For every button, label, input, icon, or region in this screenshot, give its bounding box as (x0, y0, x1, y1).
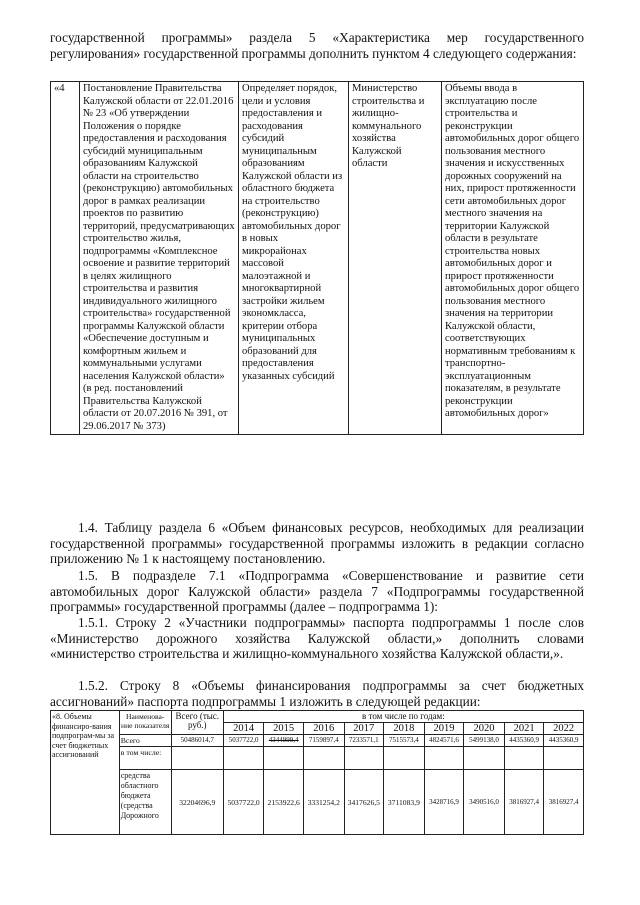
source-value: 3417626,5 (344, 770, 384, 835)
measures-table (50, 81, 584, 435)
paragraph-1-5-1: 1.5.1. Строку 2 «Участники подпрограммы» паспорта подпрограммы 1 после слов «Министерство дорожного хозяйства Калужской области,» дополнить словами «министерство строительства и жилищно-коммунального хозяйства Калужской области,». (50, 615, 584, 662)
table-row (51, 711, 584, 723)
year-header: 2017 (344, 723, 384, 735)
empty-cell (171, 747, 223, 770)
total-value: 4435360,9 (504, 735, 544, 747)
source-value: 3816927,4 (544, 770, 584, 835)
source-value: 3816927,4 (504, 770, 544, 835)
year-header: 2018 (384, 723, 425, 735)
total-value: 4344999,4 (264, 735, 304, 747)
source-value: 3331254,2 (303, 770, 344, 835)
purpose-cell: Определяет порядок, цели и условия предоставления и расходования субсидий муниципальным образованиям Калужской области из областного бюджета на строительство (реконструкцию) автомобильных дорог в новых микрорайонах массовой малоэтажной и многоквартирной застройки жильем экономкласса, критерии отбора муниципальных образований для предоставления указанных субсидий (239, 82, 349, 435)
empty-cell (464, 747, 505, 770)
source-row (51, 770, 584, 835)
year-header: 2021 (504, 723, 544, 735)
executor-cell: Министерство строительства и жилищно-коммунального хозяйства Калужской области (349, 82, 442, 435)
total-value: 4435360,9 (544, 735, 584, 747)
paragraph-1-5: 1.5. В подразделе 7.1 «Подпрограмма «Совершенствование и развитие сети автомобильных дорог Калужской области» раздела 7 «Подпрограммы государственной программы» государственной программы (далее – подпрограмма 1): (50, 568, 584, 615)
indicator-name-header: Наименова-ние показателя (119, 711, 171, 735)
including-label: в том числе: (119, 747, 171, 770)
table-row (51, 82, 584, 435)
total-value: 7233571,1 (344, 735, 384, 747)
year-header: 2015 (264, 723, 304, 735)
total-sum: 50486014,7 (171, 735, 223, 747)
empty-cell (264, 747, 304, 770)
total-value: 7515573,4 (384, 735, 425, 747)
source-value: 3428716,9 (424, 770, 464, 835)
total-row (51, 735, 584, 747)
total-value: 5499138,0 (464, 735, 505, 747)
year-header: 2022 (544, 723, 584, 735)
row-heading: «8. Объемы финансиро-вания подпрограм-мы за счет бюджетных ассигнований (51, 711, 120, 835)
total-header: Всего (тыс. руб.) (171, 711, 223, 735)
including-row (51, 747, 584, 770)
source-label: средства областного бюджета (средства Дорожного (119, 770, 171, 835)
total-value: 7159897,4 (303, 735, 344, 747)
document-cell: Постановление Правительства Калужской области от 22.01.2016 № 23 «Об утверждении Положения о порядке предоставления и расходования субсидий муниципальным образованиям Калужской области на строительство (реконструкцию) автомобильных дорог в рамках реализации проектов по развитию территорий, предусматривающих строительство жилья, подпрограммы «Комплексное освоение и развитие территорий в целях жилищного строительства и развития индивидуального жилищного строительства» государственной программы Калужской области «Обеспечение доступным и комфортным жильем и коммунальными услугами населения Калужской области» (в ред. постановлений Правительства Калужской области от 20.07.2016 № 391, от 29.06.2017 № 373) (80, 82, 239, 435)
empty-cell (544, 747, 584, 770)
empty-cell (344, 747, 384, 770)
indicators-cell: Объемы ввода в эксплуатацию после строительства и реконструкции автомобильных дорог общего пользования местного значения и искусственных дорожных сооружений на них, прирост протяженности сети автомобильных дорог местного значения на территории Калужской области в результате строительства новых автомобильных дорог и прирост протяженности автомобильных дорог общего пользования местного значения на территории Калужской области, соответствующих нормативным требованиям к транспортно-эксплуатационным показателям, в результате реконструкции автомобильных дорог» (442, 82, 584, 435)
paragraph-1-5-2: 1.5.2. Строку 8 «Объемы финансирования подпрограммы за счет бюджетных ассигнований» паспорта подпрограммы 1 изложить в следующей редакции: (50, 678, 584, 709)
source-value: 3711083,9 (384, 770, 425, 835)
financing-table (50, 710, 584, 835)
empty-cell (424, 747, 464, 770)
year-header: 2019 (424, 723, 464, 735)
source-value: 2153922,6 (264, 770, 304, 835)
source-sum: 32204696,9 (171, 770, 223, 835)
total-value: 4824571,6 (424, 735, 464, 747)
empty-cell (504, 747, 544, 770)
paragraph-1-4: 1.4. Таблицу раздела 6 «Объем финансовых ресурсов, необходимых для реализации государственной программы» государственной программы изложить в редакции согласно приложению № 1 к настоящему постановлению. (50, 520, 584, 567)
total-value: 5037722,0 (223, 735, 264, 747)
by-year-header: в том числе по годам: (223, 711, 583, 723)
empty-cell (384, 747, 425, 770)
total-label: Всего (119, 735, 171, 747)
year-header: 2016 (303, 723, 344, 735)
empty-cell (223, 747, 264, 770)
intro-paragraph: государственной программы» раздела 5 «Характеристика мер государственного регулирования» государственной программы дополнить пунктом 4 следующего содержания: (50, 30, 584, 61)
empty-cell (303, 747, 344, 770)
row-number: «4 (51, 82, 80, 435)
source-value: 3490516,0 (464, 770, 505, 835)
year-header: 2020 (464, 723, 505, 735)
source-value: 5037722,0 (223, 770, 264, 835)
year-header: 2014 (223, 723, 264, 735)
